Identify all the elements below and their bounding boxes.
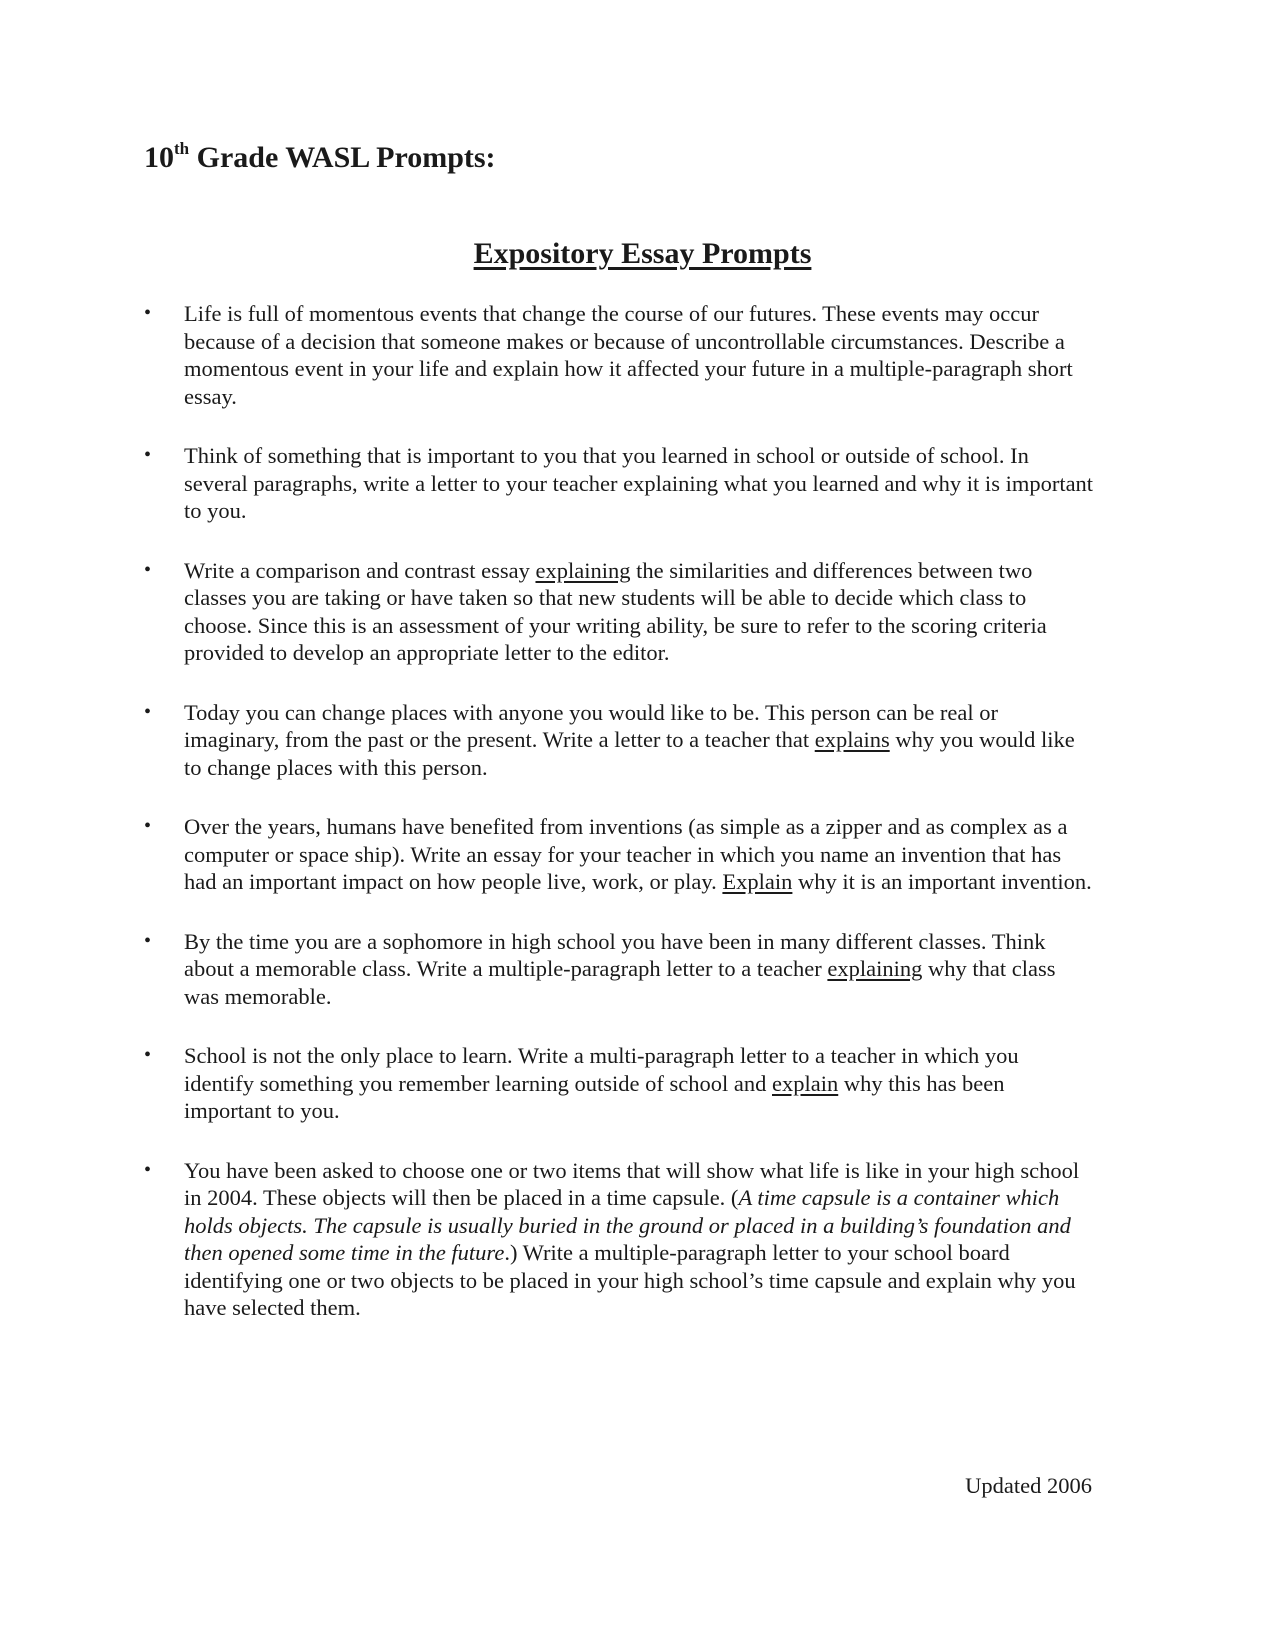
prompt-underlined-word: explains (814, 727, 890, 752)
prompt-text-end: why that class was memorable. (184, 956, 1056, 1009)
prompt-text-end: why this has been important to you. (184, 1070, 1005, 1123)
prompt-underlined-word: Explain (722, 869, 793, 894)
prompt-item-2 (144, 442, 1094, 525)
bullet-icon: • (144, 815, 152, 837)
prompt-list (144, 300, 1094, 1354)
prompt-text-start: Today you can change places with anyone you would like to be. This person can be real or imaginary, from the past or the present. Write a letter to a teacher that (184, 699, 999, 752)
prompt-item-5 (144, 813, 1094, 896)
prompt-item-8 (144, 1157, 1094, 1322)
title-rest: Grade WASL Prompts: (189, 141, 496, 174)
prompt-text-start: Over the years, humans have benefited from inventions (as simple as a zipper and as complex as a computer or space ship). Write an essay for your teacher in which you name an invention that has had an important impact on how people live, work, or play. (184, 814, 1068, 894)
prompt-item-4 (144, 699, 1094, 782)
updated-note: Updated 2006 (965, 1473, 1092, 1498)
title-prefix: 10 (144, 141, 174, 174)
section-heading: Expository Essay Prompts (473, 237, 812, 270)
prompt-text-end: the similarities and differences between two classes you are taking or have taken so that new students will be able to decide which class to choose. Since this is an assessment of your writing ability, be sure to refer to the scoring criteria provided to develop an appropriate letter to the editor. (184, 557, 1047, 665)
bullet-icon: • (144, 558, 152, 581)
prompt-text-end: .) Write a multiple-paragraph letter to your school board identifying one or two objects to be placed in your high school’s time capsule and explain why you have selected them. (184, 1240, 1076, 1320)
prompt-text-start: School is not the only place to learn. Write a multi-paragraph letter to a teacher in which you identify something you remember learning outside of school and (184, 1043, 1019, 1096)
page-title (144, 140, 496, 176)
prompt-item-1 (144, 300, 1094, 410)
prompt-underlined-word: explain (772, 1070, 839, 1096)
prompt-item-7 (144, 1042, 1094, 1125)
prompt-text-start: Write a comparison and contrast essay (184, 557, 536, 583)
bullet-icon: • (144, 929, 152, 952)
prompt-text-end: why it is an important invention. (792, 869, 1092, 894)
prompt-text: Life is full of momentous events that change the course of our futures. These events may occur because of a decision that someone makes or because of uncontrollable circumstances. Describe a momentous event in your life and explain how it affected your future in a multiple-paragraph short essay. (184, 301, 1073, 409)
prompt-underlined-word: explaining (535, 557, 631, 583)
bullet-icon: • (144, 444, 152, 466)
prompt-underlined-word: explaining (827, 956, 923, 981)
bullet-icon: • (144, 700, 152, 723)
bullet-icon: • (144, 302, 152, 324)
prompt-item-6 (144, 928, 1094, 1011)
bullet-icon: • (144, 1044, 152, 1066)
prompt-text-start: By the time you are a sophomore in high school you have been in many different classes. Think about a memorable class. Write a multiple-paragraph letter to a teacher (184, 928, 1046, 981)
title-superscript: th (174, 139, 190, 158)
bullet-icon: • (144, 1158, 152, 1181)
prompt-text-start: You have been asked to choose one or two items that will show what life is like in your high school in 2004. These objects will then be placed in a time capsule. ( (184, 1157, 1080, 1210)
prompt-item-3 (144, 557, 1094, 667)
prompt-text: Think of something that is important to you that you learned in school or outside of school. In several paragraphs, write a letter to your teacher explaining what you learned and why it is important to you. (184, 443, 1094, 523)
prompt-italic-definition: A time capsule is a container which holds objects. The capsule is usually buried in the ground or placed in a building’s foundation and then opened some time in the future (184, 1185, 1071, 1265)
prompt-text-end: why you would like to change places with this person. (184, 727, 1075, 780)
